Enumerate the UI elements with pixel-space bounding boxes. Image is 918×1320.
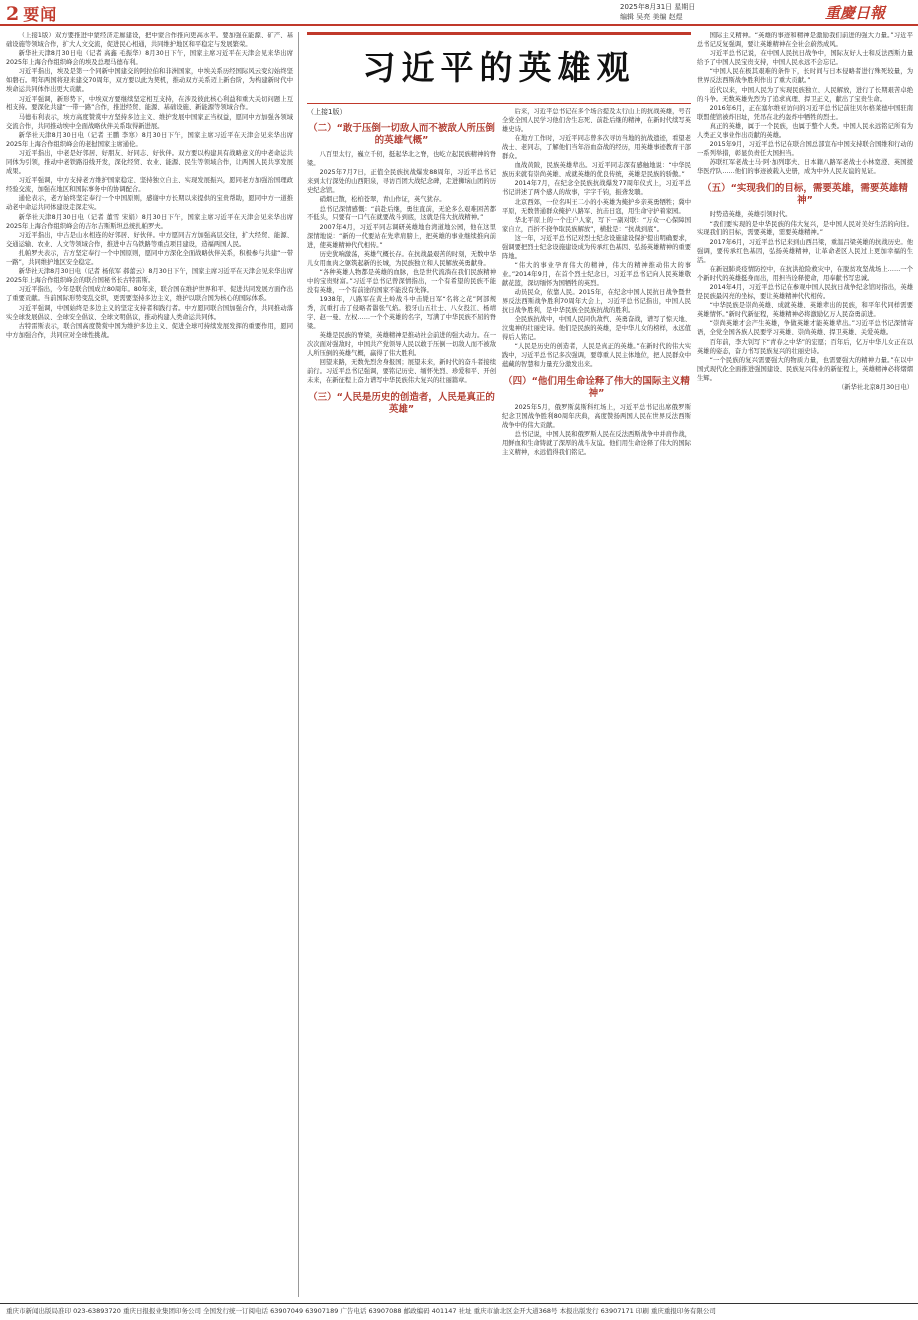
paragraph: “人民是历史的创造者，人民是真正的英雄。”在新时代的伟大实践中，习近平总书记多次强调，要尊重人民主体地位，把人民群众中蕴藏的智慧和力量充分激发出来。 (502, 343, 691, 369)
paragraph: 习近平指出，埃及是第一个同新中国建交的阿拉伯和非洲国家，中埃关系历经国际风云变幻始终坚如磐石。明年两国将迎来建交70周年，双方要以此为契机，推动双方关系迈上新台阶，为构建新时代中埃命运共同体作出更大贡献。 (6, 68, 293, 94)
subheading: （二）“敢于压倒一切敌人而不被敌人所压倒的英雄气概” (308, 122, 495, 146)
paragraph: 习近平指出，今年是联合国成立80周年。80年来，联合国在维护世界和平、促进共同发展方面作出了重要贡献。当前国际形势变乱交织，更需要坚持多边主义，维护以联合国为核心的国际体系。 (6, 286, 293, 303)
paragraph: 血战黄陂，民族英雄辈出。习近平同志深有感触地说：“中华民族历来就有崇尚英雄、成就英雄的优良传统，英雄是民族的骄傲。” (502, 162, 691, 179)
paragraph: 这一年，习近平总书记对烈士纪念设施建设保护提出明确要求，强调要把烈士纪念设施建设成为传承红色基因、弘扬英雄精神的重要阵地。 (502, 235, 691, 260)
masthead (0, 0, 918, 26)
paragraph: 2007年4月，习近平同志调研英雄地台湾道地公园，他在这里深情地说：“新的一代要站在先辈肩膀上，把英雄的事业继续推向前进，使英雄精神代代相传。” (307, 223, 496, 249)
paragraph: 习近平总书记说，在中国人民抗日战争中，国际友好人士和反法西斯力量给予了中国人民宝贵支持，中国人民永远不会忘记。 (697, 50, 913, 67)
source-note: （上接1版） (307, 108, 347, 116)
paragraph: 八百里太行，巍立千仞，挺起华北之脊，也屹立起民族精神的脊梁。 (307, 150, 496, 167)
subheading: （四）“他们用生命诠释了伟大的国际主义精神” (503, 376, 690, 400)
page-number: 2 要闻 (6, 3, 58, 25)
paragraph: 回望来路，无数先烈舍身报国；展望未来，新时代的奋斗者接续前行。习近平总书记强调，要铭记历史、缅怀先烈、珍爱和平、开创未来，在新征程上奋力谱写中华民族伟大复兴的壮丽篇章。 (307, 359, 496, 385)
paragraph: “伟大的事业孕育伟大的精神，伟大的精神推动伟大的事业。”2014年9月，在首个烈士纪念日，习近平总书记向人民英雄敬献花篮，深切缅怀为国牺牲的英烈。 (502, 262, 691, 287)
paragraph: 动员民众，依靠人民。2015年，在纪念中国人民抗日战争暨世界反法西斯战争胜利70周年大会上，习近平总书记指出，中国人民抗日战争胜利，是中华民族全民族抗战的胜利。 (502, 289, 691, 315)
paragraph: “中华民族是崇尚英雄、成就英雄、英雄辈出的民族，和平年代同样需要英雄情怀。”新时代新征程，英雄精神必将激励亿万人民奋勇前进。 (697, 302, 913, 319)
paragraph: 全民族抗战中，中国人民同仇敌忾、英勇奋战，谱写了惊天地、泣鬼神的壮丽史诗。他们是民族的英雄，是中华儿女的榜样，永远值得后人铭记。 (502, 316, 691, 342)
paragraph: 华北平原上的一个庄户人家，写下一副对联：“万众一心保障国家自立，百折不挠争取民族解放”，横批是：“抗战到底”。 (502, 216, 691, 233)
paragraph: 真正的英雄，属于一个民族，也属于整个人类。中国人民永远铭记所有为人类正义事业作出贡献的英雄。 (697, 123, 913, 139)
paragraph: 百年前，李大钊写下“青春之中华”的宏愿；百年后，亿万中华儿女正在以英雄的姿态，奋力书写民族复兴的壮丽史诗。 (697, 338, 913, 355)
editors: 编辑 吴亮 美编 赵煜 (620, 13, 683, 21)
paragraph: 英雄是民族的脊梁，英雄精神是推动社会前进的强大动力。在一次次面对强敌时，中国共产党领导人民以敢于压倒一切敌人而不被敌人所压倒的英雄气概，赢得了伟大胜利。 (307, 332, 496, 357)
paragraph: 总书记深情感慨：“前赴后继，勇往直前，无论多么艰难困苦都不低头，只要有一口气在就要战斗到底，这就是伟大抗战精神。” (307, 205, 496, 222)
article-column-2 (307, 108, 496, 1297)
newspaper-logo: 重慶日報 (825, 4, 886, 22)
paragraph: 2025年7月7日，正值全民族抗战爆发88周年，习近平总书记来到太行深处的山西阳泉，寻访百团大战纪念碑，走进狮垴山团的历史纪念馆。 (307, 169, 496, 194)
issue-meta (620, 2, 780, 22)
paragraph: 习近平指出，中吉是山水相连的好邻居、好伙伴。中方愿同吉方加强高层交往，扩大经贸、能源、交通运输、农业、人文等领域合作，推进中吉乌铁路等重点项目建设，造福两国人民。 (6, 231, 293, 248)
article-headline: 习近平的英雄观 (362, 48, 636, 87)
paragraph: 马德布利表示，埃方高度赞赏中方坚持多边主义、维护发展中国家正当权益，愿同中方加强各领域交流合作，共同推动埃中全面战略伙伴关系取得新进展。 (6, 113, 293, 130)
paragraph: 新华社天津8月30日电（记者 王鹏 李寒）8月30日下午，国家主席习近平在天津会见来华出席2025年上海合作组织峰会的老挝国家主席通伦。 (6, 131, 293, 148)
headline-box (307, 32, 691, 104)
paragraph: 新华社天津8月30日电（记者 董雪 宋娟）8月30日下午，国家主席习近平在天津会见来华出席2025年上海合作组织峰会的吉尔吉斯斯坦总统扎帕罗夫。 (6, 213, 293, 230)
article-end-note: （新华社北京8月30日电） (838, 383, 913, 391)
paragraph: 在地方工作时，习近平同志曾多次寻访当地的抗战遗迹，看望老战士、老同志，了解他们当年浴血奋战的经历，用英雄事迹教育干部群众。 (502, 135, 691, 160)
paragraph: 习近平强调，中方支持老方维护国家稳定、坚持独立自主、实现发展振兴，愿同老方加强治国理政经验交流，加强在地区和国际事务中的协调配合。 (6, 177, 293, 194)
paragraph: 2014年4月，习近平总书记在参观中国人民抗日战争纪念馆时指出，英雄是民族最闪亮的坐标，要让英雄精神代代相传。 (697, 284, 913, 300)
paragraph: “我们要实现的是中华民族的伟大复兴，是中国人民对美好生活的向往。实现我们的目标，需要英雄，需要英雄精神。” (697, 220, 913, 237)
paragraph: 时势造英雄，英雄引领时代。 (709, 211, 792, 219)
subheading: （三）“人民是历史的创造者，人民是真正的英雄” (308, 391, 495, 415)
paragraph: 苏联红军老战士马·阿·加列耶夫、日本籍八路军老战士小林宽澄、英国援华医疗队……他们的事迹被载入史册，成为中外人民友谊的见证。 (697, 159, 913, 176)
paragraph: 扎帕罗夫表示，吉方坚定奉行一个中国原则，愿同中方深化全面战略伙伴关系，积极参与共建“一带一路”，共同维护地区安全稳定。 (6, 250, 293, 266)
paragraph: 通伦表示，老方始终坚定奉行一个中国原则，感谢中方长期以来提供的宝贵帮助，愿同中方一道推动老中命运共同体建设走深走实。 (6, 195, 293, 212)
paragraph: 2025年5月，俄罗斯莫斯科红场上，习近平总书记出席俄罗斯纪念卫国战争胜利80周年庆典，高度赞扬两国人民在世界反法西斯战争中的伟大贡献。 (502, 404, 691, 429)
paragraph: 在新冠肺炎疫情防控中，在抗洪抢险救灾中，在脱贫攻坚战场上……一个个新时代的英雄挺身而出，用担当诠释使命，用奉献书写忠诚。 (697, 265, 913, 282)
paragraph: 国际主义精神。“英雄的事迹和精神是激励我们前进的强大力量。”习近平总书记反复强调，要让英雄精神在全社会蔚然成风。 (697, 32, 913, 48)
section-name: 要闻 (23, 5, 58, 24)
paragraph: （上接1版）双方要推进中蒙经济走廊建设，把中蒙合作推向更高水平。要加强在能源、矿产、基础设施等领域合作，扩大人文交流，促进民心相通，共同维护地区和平稳定与发展繁荣。 (6, 32, 293, 48)
issue-date: 2025年8月31日 星期日 (620, 3, 696, 11)
paragraph: “中国人民在极其艰难的条件下，长时间与日本侵略者进行殊死较量，为世界反法西斯战争胜利作出了重大贡献。” (697, 68, 913, 85)
paragraph: 1938年，八路军在黄土岭战斗中击毙日军“名将之花”阿部规秀，沉重打击了侵略者嚣张气焰。狼牙山五壮士、八女投江、杨靖宇、赵一曼、左权……一个个英雄的名字，写满了中华民族不屈的脊梁。 (307, 296, 496, 330)
paragraph: 历史犹响激荡，英雄气概长存。在抗战最艰苦的时刻，无数中华儿女用血肉之躯筑起新的长城，为民族独立和人民解放英勇献身。 (307, 250, 496, 267)
paragraph: 2014年7月，在纪念全民族抗战爆发77周年仪式上，习近平总书记讲述了两个感人的故事，字字千钧，振聋发聩。 (502, 180, 691, 197)
paragraph: 2015年9月，习近平总书记在联合国总部宣布中国支持联合国维和行动的一系列举措，彰显负责任大国担当。 (697, 141, 913, 158)
article-column-3 (502, 108, 691, 1297)
paragraph: “崇尚英雄才会产生英雄，争做英雄才能英雄辈出。”习近平总书记深情寄语，全党全国各族人民要学习英雄、崇尚英雄、捍卫英雄、关爱英雄。 (697, 320, 913, 337)
paragraph: 习近平强调，中国始终是多边主义的坚定支持者和践行者。中方愿同联合国加强合作，共同推动落实全球发展倡议、全球安全倡议、全球文明倡议，推动构建人类命运共同体。 (6, 304, 293, 321)
paragraph: 2017年6月，习近平总书记来到山西吕梁，重温吕梁英雄的抗战历史。他强调，要传承红色基因，弘扬英雄精神，让革命老区人民过上更加幸福的生活。 (697, 238, 913, 264)
page-footer: 重庆市新闻出版局准印 023-63893720 重庆日报报业集团印务公司 全国发行统一订阅电话 63907049 63907189 广告电话 63907088 邮政编码 401147 社址 重庆市渝北区金开大道368号 本报出版发行 63907171 印刷 重庆重报印务有限公司 (0, 1303, 918, 1320)
article-column-4 (697, 32, 913, 1297)
paragraph: 新华社天津8月30日电（记者 高鑫 毛振华）8月30日下午，国家主席习近平在天津会见来华出席2025年上海合作组织峰会的埃及总理马德布利。 (6, 50, 293, 67)
paragraph: 近代以来，中国人民为了实现民族独立、人民解放，进行了长期艰苦卓绝的斗争。无数英雄先烈为了追求真理、捍卫正义，献出了宝贵生命。 (697, 86, 913, 103)
paragraph: 硝烟已散，松柏苍翠，青山作证，英气犹存。 (319, 196, 446, 204)
paragraph: 后来，习近平总书记在多个场合提及太行山上的抗战英雄，号召全党全国人民学习他们舍生忘死、前赴后继的精神，在新时代续写英雄史诗。 (502, 108, 691, 133)
paragraph: “各种英雄人物都是英雄的血脉，也是世代流淌在我们民族精神中的宝贵财富。”习近平总书记曾深情指出，一个有希望的民族不能没有英雄，一个有前途的国家不能没有先锋。 (307, 269, 496, 294)
paragraph: 习近平指出，中老是好邻居、好朋友、好同志、好伙伴。双方要以构建具有战略意义的中老命运共同体为引领，推动中老铁路沿线开发，深化经贸、农业、能源、民生等领域合作，让两国人民共享发展成果。 (6, 150, 293, 175)
subheading: （五）“实现我们的目标，需要英雄，需要英雄精神” (702, 183, 908, 207)
paragraph: 习近平强调，新形势下，中埃双方要继续坚定相互支持，在涉及彼此核心利益和重大关切问题上互相支持。要深化共建“一带一路”合作，推进经贸、能源、基础设施、新能源等领域合作。 (6, 95, 293, 112)
paragraph: 北京西郊，一位名叫王二小的小英雄为掩护乡亲英勇牺牲；冀中平原，无数普通群众掩护八路军、抗击日寇，用生命守护着家园。 (502, 198, 691, 215)
paragraph: 总书记说，中国人民和俄罗斯人民在反法西斯战争中并肩作战，用鲜血和生命铸就了深厚的战斗友谊。他们用生命诠释了伟大的国际主义精神，永远值得我们铭记。 (502, 431, 691, 457)
paragraph: “一个民族的复兴需要强大的物质力量，也需要强大的精神力量。”在以中国式现代化全面推进强国建设、民族复兴伟业的新征程上，英雄精神必将熠熠生辉。 (697, 356, 913, 382)
paragraph: 新华社天津8月30日电（记者 杨依军 郝蕾云）8月30日下午，国家主席习近平在天津会见来华出席2025年上海合作组织峰会的联合国秘书长古特雷斯。 (6, 268, 293, 285)
paragraph: 2016年6月，正在塞尔维亚访问的习近平总书记前往贝尔格莱德中国驻南联盟使馆被炸旧址，凭吊在北约轰炸中牺牲的烈士。 (697, 104, 913, 121)
news-column-left (6, 32, 299, 1297)
paragraph: 古特雷斯表示，联合国高度赞赏中国为维护多边主义、促进全球可持续发展发挥的重要作用，愿同中方加强合作，共同应对全球性挑战。 (6, 322, 293, 339)
